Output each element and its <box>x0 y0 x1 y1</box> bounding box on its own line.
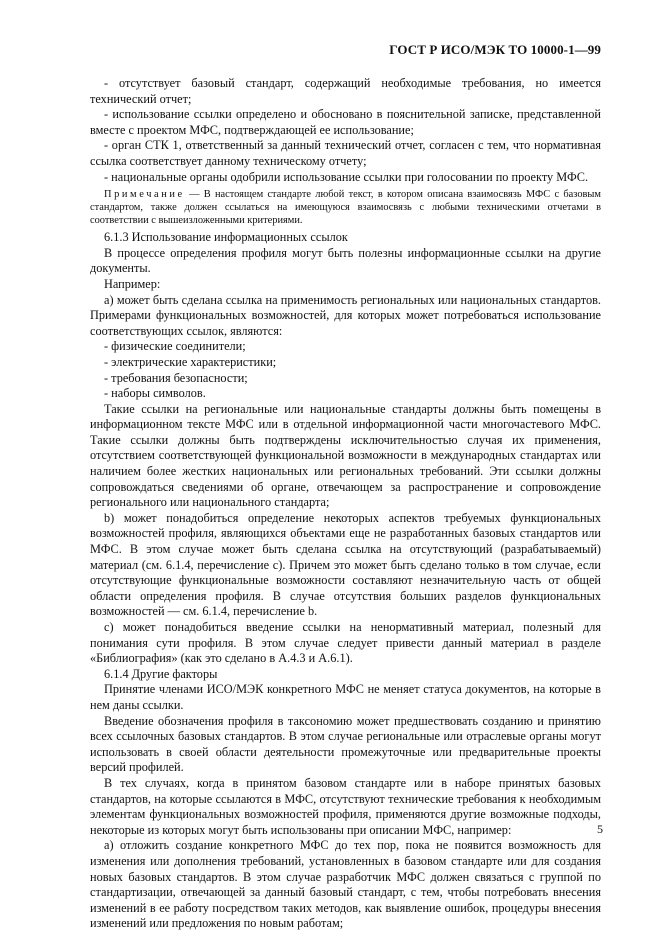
list-item: а) отложить создание конкретного МФС до тех пор, пока не появится возможность для изменения или дополнения требований, установленных в базовом стандарте или для создания новых базовых стандартов. В этом случае разработчик МФС должен связаться с группой по стандартизации, отвечающей за данный базовый стандарт, с тем, чтобы потребовать внесения изменений в ее работу посредством таких методов, как выявление ошибок, процедуры внесения изменений или предложения по новым работам; <box>90 838 601 931</box>
list-item: а) может быть сделана ссылка на применимость региональных или национальных стандартов. Примерами функциональных возможностей, для которых может потребоваться использование соответствующих ссылок, являются: <box>90 292 601 338</box>
section-heading: 6.1.4 Другие факторы <box>104 666 218 681</box>
page-header: ГОСТ Р ИСО/МЭК ТО 10000-1—99 <box>389 42 601 57</box>
paragraph: Такие ссылки на региональные или национальные стандарты должны быть помещены в информационном тексте МФС или в отдельной информационной части многочастевого МФС. Такие ссылки должны быть подтверждены исключительностью случая их применения, отсутствием соответствующей функциональной возможности в международных стандартах или наличием более жестких национальных или региональных требований. Эти ссылки должны сопровождаться сведениями об органе, отвечающем за распространение и сопровождение регионального или национального стандарта; <box>90 401 601 510</box>
section-heading: 6.1.3 Использование информационных ссылок <box>104 230 348 245</box>
note <box>90 188 601 227</box>
list-item: - наборы символов. <box>104 386 206 401</box>
list-item: - электрические характеристики; <box>104 354 277 369</box>
page-number: 5 <box>597 822 603 836</box>
note-text: — В настоящем стандарте любой текст, в котором описана взаимосвязь МФС с базовым стандартом, также должен ссылаться на имеющуюся взаимосвязь с любыми техническими отчетами в соответствии с вышеизложенными критериями. <box>90 189 601 227</box>
paragraph: Введение обозначения профиля в таксономию может предшествовать созданию и принятию всех ссылочных базовых стандартов. В этом случае региональные или отраслевые органы могут использовать в своей области деятельности промежуточные или предварительные проекты версий профилей. <box>90 713 601 775</box>
list-item: с) может понадобиться введение ссылки на ненормативный материал, полезный для понимания сути профиля. В этом случае следует привести данный материал в разделе «Библиография» (как это сделано в А.4.3 и А.6.1). <box>90 620 601 666</box>
list-item: - использование ссылки определено и обосновано в пояснительной записке, представленной вместе с проектом МФС, подтверждающей ее использование; <box>90 107 601 137</box>
list-item: - требования безопасности; <box>104 370 248 385</box>
list-item: - отсутствует базовый стандарт, содержащий необходимые требования, но имеется технический отчет; <box>90 76 601 106</box>
paragraph: В тех случаях, когда в принятом базовом стандарте или в наборе принятых базовых стандартов, на которые ссылаются в МФС, отсутствуют технические требования к необходимым элементам функциональных возможностей профиля, применяются другие возможные подходы, некоторые из которых могут быть использованы при описании МФС, например: <box>90 775 601 837</box>
list-item: - национальные органы одобрили использование ссылки при голосовании по проекту МФС. <box>104 169 589 184</box>
list-item: b) может понадобиться определение некоторых аспектов требуемых функциональных возможностей профиля, являющихся объектами еще не разработанных базовых стандартов или МФС. В этом случае может быть сделана ссылка на отсутствующий (разрабатываемый) материал (см. 6.1.4, перечисление с). Причем это может быть сделано только в том случае, если отсутствующие функциональные возможности составляют незначительную часть от общей области определения профиля. В случае отсутствия больших разделов функциональных возможностей — см. 6.1.4, перечисление b. <box>90 510 601 619</box>
note-label: Примечание <box>104 189 185 201</box>
paragraph: Например: <box>104 276 161 291</box>
paragraph: В процессе определения профиля могут быть полезны информационные ссылки на другие документы. <box>90 245 601 276</box>
paragraph: Принятие членами ИСО/МЭК конкретного МФС не меняет статуса документов, на которые в нем даны ссылки. <box>90 682 601 712</box>
page-body <box>90 76 601 932</box>
list-item: - орган СТК 1, ответственный за данный технический отчет, согласен с тем, что нормативная ссылка соответствует данному техническому отчету; <box>90 138 601 168</box>
list-item: - физические соединители; <box>104 339 246 354</box>
